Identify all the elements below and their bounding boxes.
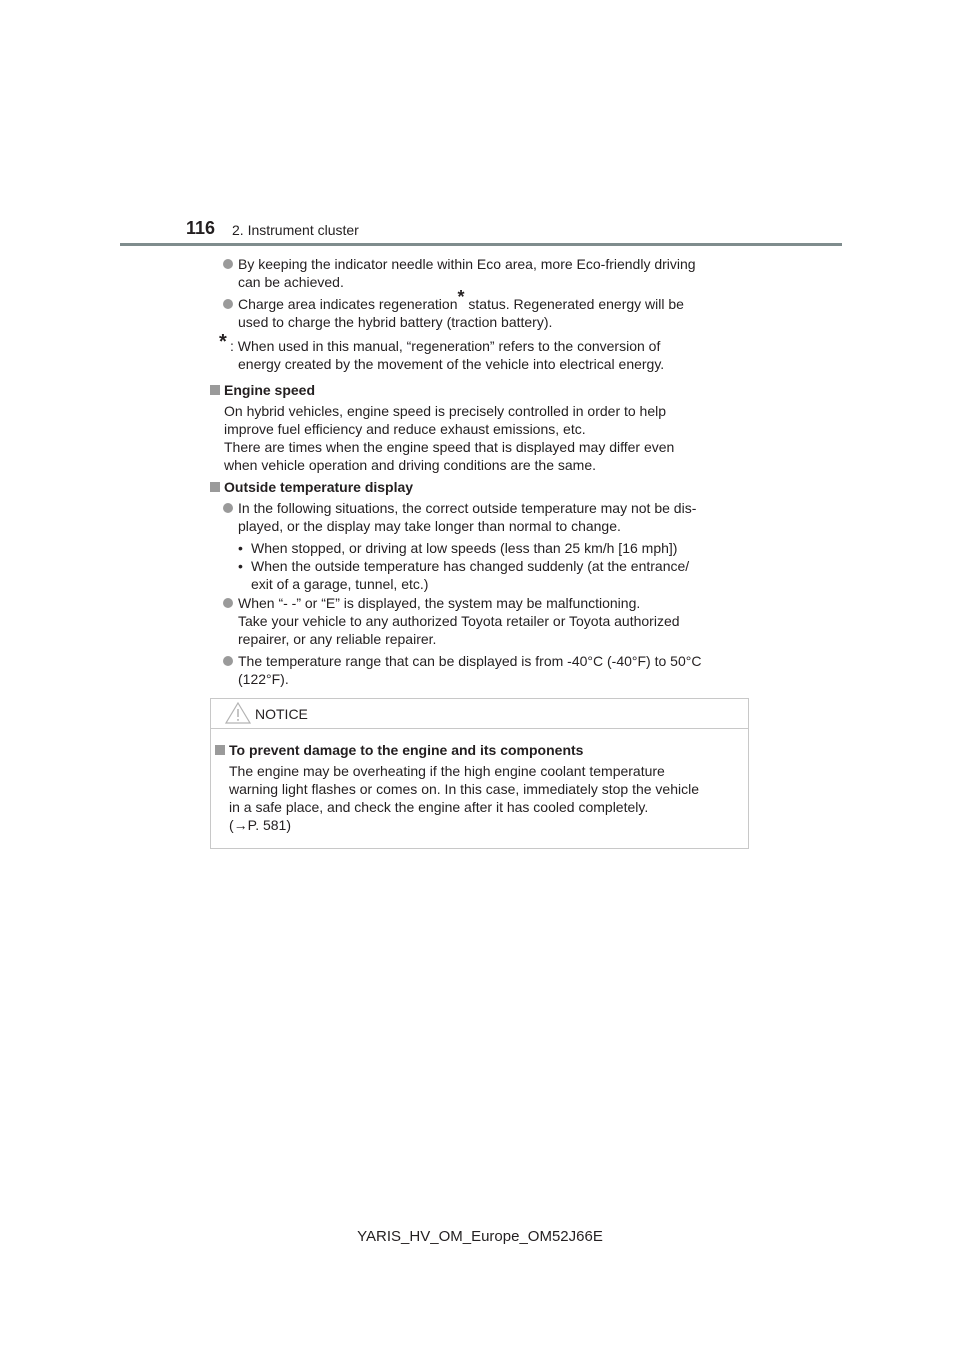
notice-line: The engine may be overheating if the high engine coolant temperature: [229, 763, 665, 779]
notice-box: [210, 698, 749, 849]
dash-marker: •: [238, 558, 243, 574]
notice-title: NOTICE: [255, 706, 308, 722]
bullet-text: status. Regenerated energy will be: [464, 296, 684, 312]
bullet-line: can be achieved.: [238, 274, 344, 290]
header-rule: [120, 243, 842, 246]
section-heading: Engine speed: [224, 382, 316, 398]
bullet-dot-icon: [223, 503, 233, 513]
footnote-line: energy created by the movement of the vehicle into electrical energy.: [238, 356, 665, 372]
bullet-dot-icon: [223, 598, 233, 608]
dash-item: [238, 539, 749, 557]
section-heading: Outside temperature display: [224, 479, 414, 495]
bullet-line: [238, 287, 749, 313]
notice-line: warning light flashes or comes on. In this case, immediately stop the vehicle: [229, 781, 700, 797]
dash-marker: •: [238, 540, 243, 556]
paragraph-line: There are times when the engine speed that is displayed may differ even: [224, 439, 675, 455]
bullet-temperature-situations: [238, 499, 749, 535]
paragraph-line: On hybrid vehicles, engine speed is precisely controlled in order to help: [224, 403, 667, 419]
notice-header: [211, 699, 748, 729]
footnote-line: : When used in this manual, “regeneration” refers to the conversion of: [230, 338, 661, 354]
dash-line: When the outside temperature has changed suddenly (at the entrance/: [251, 558, 690, 574]
bullet-dot-icon: [223, 259, 233, 269]
bullet-line: (122°F).: [238, 671, 289, 687]
bullet-text: Charge area indicates regeneration: [238, 296, 458, 312]
bullet-line: played, or the display may take longer than normal to change.: [238, 518, 621, 534]
bullet-eco-area: [238, 255, 749, 291]
footnote: [219, 331, 746, 373]
bullet-dot-icon: [223, 299, 233, 309]
section-outside-temperature: [224, 478, 745, 496]
bullet-dot-icon: [223, 656, 233, 666]
document-footer: YARIS_HV_OM_Europe_OM52J66E: [357, 1228, 603, 1245]
page-number: 116: [186, 218, 216, 238]
notice-heading: To prevent damage to the engine and its components: [229, 742, 584, 758]
dash-line: When stopped, or driving at low speeds (less than 25 km/h [16 mph]): [251, 540, 678, 556]
bullet-line: used to charge the hybrid battery (traction battery).: [238, 314, 553, 330]
bullet-charge-area: [238, 287, 749, 331]
paragraph-line: when vehicle operation and driving conditions are the same.: [224, 457, 597, 473]
notice-line: in a safe place, and check the engine after it has cooled completely.: [229, 799, 649, 815]
bullet-temperature-range: [238, 652, 749, 688]
notice-content: [229, 741, 739, 834]
bullet-line: Take your vehicle to any authorized Toyota retailer or Toyota authorized: [238, 613, 680, 629]
bullet-line: In the following situations, the correct outside temperature may not be dis-: [238, 500, 697, 516]
bullet-malfunction: [238, 594, 749, 648]
square-bullet-icon: [215, 745, 225, 755]
notice-line: (→P. 581): [229, 817, 291, 833]
paragraph-line: improve fuel efficiency and reduce exhaust emissions, etc.: [224, 421, 586, 437]
bullet-line: When “- -” or “E” is displayed, the system may be malfunctioning.: [238, 595, 641, 611]
asterisk-mark: *: [457, 287, 465, 307]
bullet-line: repairer, or any reliable repairer.: [238, 631, 437, 647]
dash-item: [238, 557, 741, 593]
bullet-line: The temperature range that can be displayed is from -40°C (-40°F) to 50°C: [238, 653, 702, 669]
warning-triangle-icon: [225, 702, 251, 724]
square-bullet-icon: [210, 385, 220, 395]
dash-line: exit of a garage, tunnel, etc.): [251, 576, 429, 592]
chapter-title: 2. Instrument cluster: [232, 222, 359, 238]
bullet-line: By keeping the indicator needle within Eco area, more Eco-friendly driving: [238, 256, 696, 272]
square-bullet-icon: [210, 482, 220, 492]
section-engine-speed: [224, 381, 745, 474]
footnote-asterisk: *: [219, 331, 227, 353]
